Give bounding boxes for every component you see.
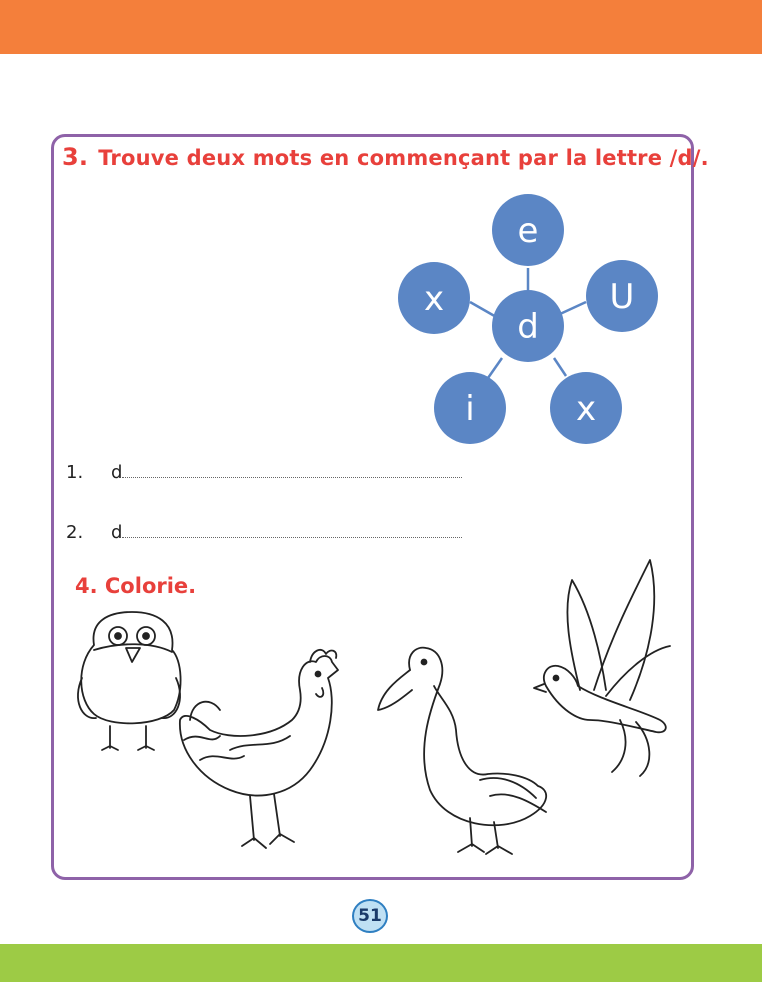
letter-circle-right	[586, 260, 658, 332]
letter-circle-bottom-right	[550, 372, 622, 444]
letter-u: U	[609, 277, 635, 317]
letter-i: i	[465, 389, 475, 429]
hen-drawing	[180, 650, 338, 848]
answer-line-1[interactable]	[66, 462, 462, 483]
letter-circle-bottom-left	[434, 372, 506, 444]
page-number: 51	[352, 899, 388, 933]
answer-prefix: d	[111, 462, 123, 483]
answer-number: 1.	[66, 462, 84, 483]
answer-number: 2.	[66, 522, 84, 543]
top-color-bar	[0, 0, 762, 54]
letter-circle-center	[492, 290, 564, 362]
letter-x-left: x	[423, 279, 445, 319]
dove-drawing	[534, 560, 670, 776]
letter-circle-left	[398, 262, 470, 334]
exercise-3-title	[62, 143, 709, 171]
answer-line-2[interactable]	[66, 522, 462, 543]
answer-blank[interactable]	[122, 463, 462, 478]
coloring-animals	[60, 550, 680, 870]
answer-prefix: d	[111, 522, 123, 543]
answer-blank[interactable]	[122, 523, 462, 538]
letter-wheel	[390, 190, 670, 450]
goose-drawing	[378, 648, 546, 854]
exercise-4-title: 4. Colorie.	[75, 574, 197, 598]
letter-x-right: x	[575, 389, 597, 429]
letter-d-center: d	[517, 307, 539, 347]
letter-circle-top	[492, 194, 564, 266]
exercise-3-number: 3.	[62, 143, 89, 171]
chick-drawing	[78, 612, 181, 750]
exercise-3-instruction: Trouve deux mots en commençant par la lettre /d/.	[98, 146, 709, 170]
letter-e: e	[517, 211, 539, 251]
bottom-color-bar	[0, 944, 762, 982]
